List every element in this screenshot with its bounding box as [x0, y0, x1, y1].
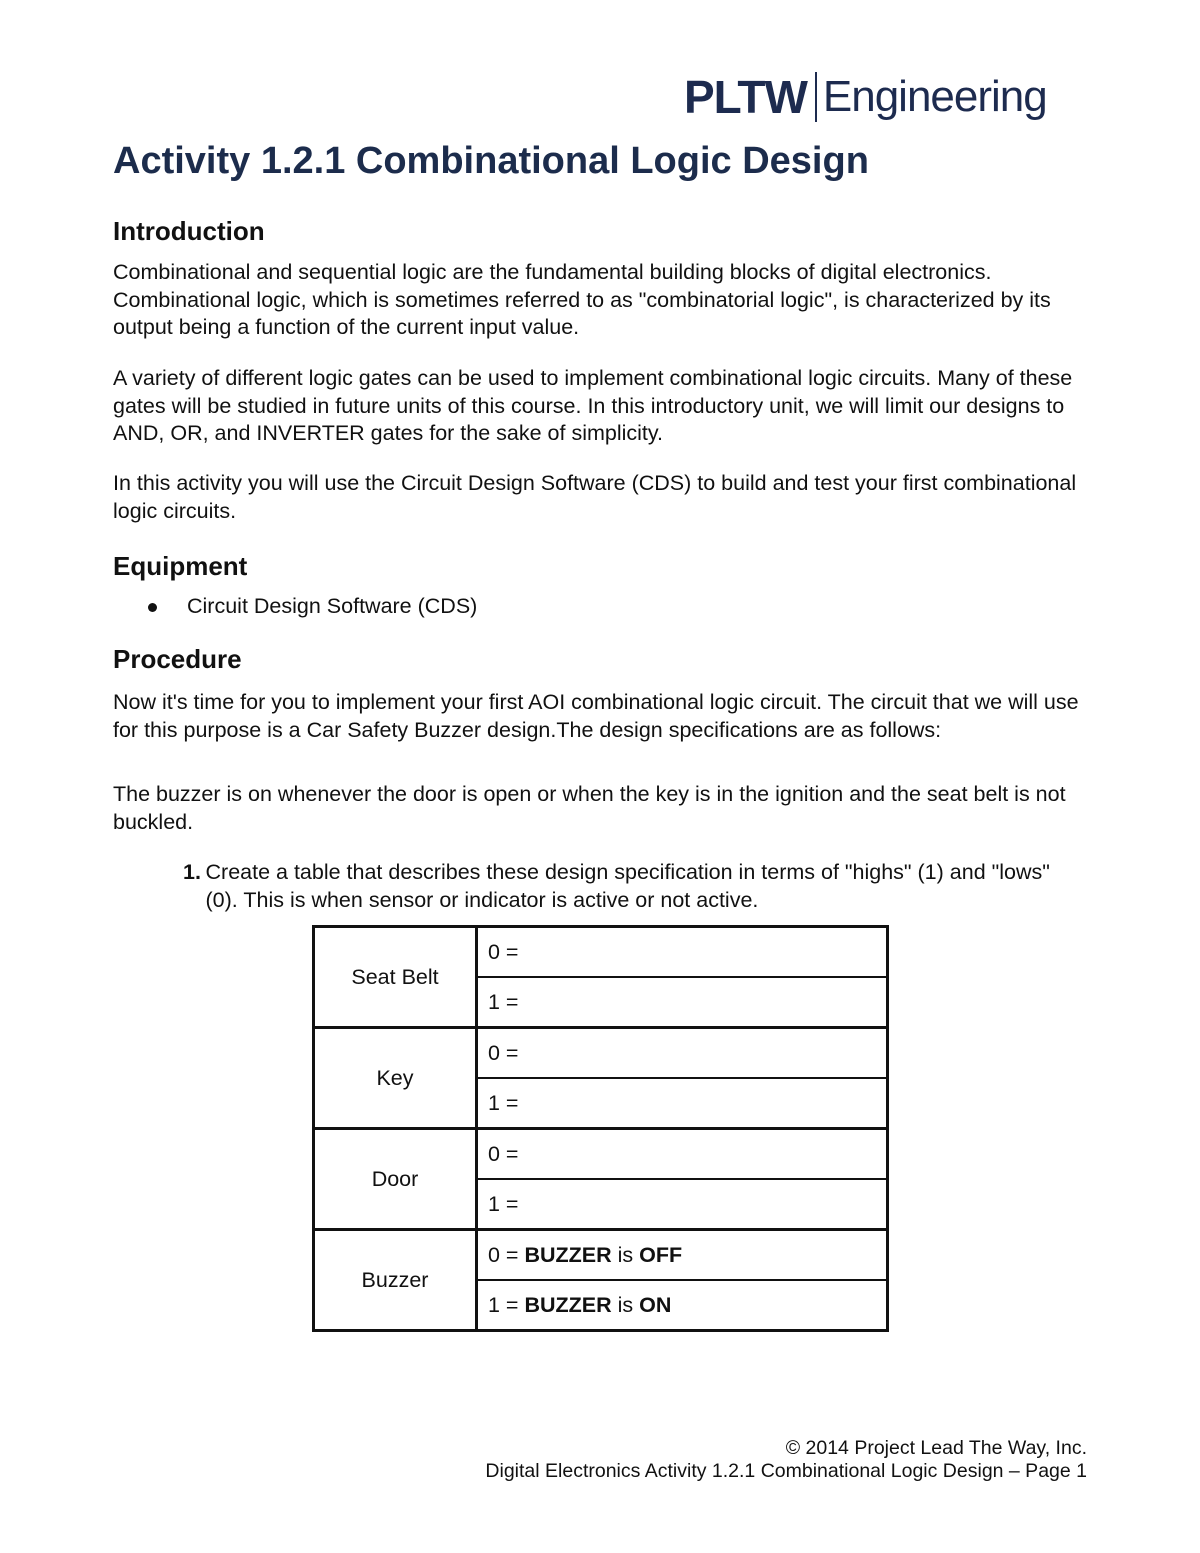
- key-zero-cell[interactable]: 0 =: [477, 1028, 888, 1079]
- page-title: Activity 1.2.1 Combinational Logic Design: [113, 140, 869, 182]
- cell-mid: is: [611, 1292, 640, 1317]
- design-spec-table: [312, 925, 889, 1332]
- step-number: 1.: [183, 860, 201, 884]
- bullet-icon: [148, 603, 157, 612]
- logo-division: Engineering: [822, 72, 1047, 121]
- logo-brand: PLTW: [684, 71, 807, 123]
- intro-paragraph-2: A variety of different logic gates can be used to implement combinational logic circuits. Many of these gates will be studied in future units of this course. In this introductory unit, we will limit our designs to AND, OR, and INVERTER gates for the sake of simplicity.: [113, 366, 1073, 445]
- key-one-cell[interactable]: 1 =: [477, 1078, 888, 1129]
- cell-bold: ON: [639, 1292, 672, 1317]
- table-row: [314, 1230, 888, 1281]
- logo-divider: [815, 72, 817, 122]
- footer-copyright: © 2014 Project Lead The Way, Inc.: [785, 1437, 1087, 1459]
- procedure-paragraph-2: The buzzer is on whenever the door is open or when the key is in the ignition and the seat belt is not buckled.: [113, 782, 1066, 834]
- introduction-heading: Introduction: [113, 216, 265, 246]
- cell-bold: BUZZER: [524, 1242, 612, 1267]
- seat-belt-zero-cell[interactable]: 0 =: [477, 927, 888, 978]
- procedure-heading: Procedure: [113, 644, 242, 674]
- table-row: [314, 1129, 888, 1180]
- seat-belt-one-cell[interactable]: 1 =: [477, 977, 888, 1028]
- cell-prefix: 1 =: [488, 1292, 525, 1317]
- step-text: Create a table that describes these design specification in terms of "highs" (1) and "lows" (0). This is when sensor or indicator is active or not active.: [205, 860, 1050, 912]
- intro-paragraph-3: In this activity you will use the Circuit Design Software (CDS) to build and test your first combinational logic circuits.: [113, 471, 1077, 523]
- cell-prefix: 0 =: [488, 1242, 525, 1267]
- cell-bold: BUZZER: [524, 1292, 612, 1317]
- row-label-key: Key: [314, 1028, 477, 1129]
- buzzer-zero-cell: [477, 1230, 888, 1281]
- table-row: [314, 1028, 888, 1079]
- equipment-item-text: Circuit Design Software (CDS): [187, 594, 478, 618]
- intro-paragraph-1: Combinational and sequential logic are the fundamental building blocks of digital electronics. Combinational logic, which is sometimes referred to as "combinatorial logic", is characterized by its output being a function of the current input value.: [113, 260, 1051, 339]
- row-label-buzzer: Buzzer: [314, 1230, 477, 1331]
- equipment-heading: Equipment: [113, 551, 248, 581]
- table-row: [314, 927, 888, 978]
- cell-bold: OFF: [639, 1242, 683, 1267]
- footer-page-line: Digital Electronics Activity 1.2.1 Combinational Logic Design – Page 1: [485, 1460, 1087, 1482]
- procedure-paragraph-1: Now it's time for you to implement your first AOI combinational logic circuit. The circuit that we will use for this purpose is a Car Safety Buzzer design.The design specifications are as follows:: [113, 690, 1079, 742]
- procedure-step-1: [183, 858, 1083, 914]
- pltw-engineering-logo: [684, 68, 1047, 126]
- equipment-list-item: [145, 594, 477, 619]
- row-label-seat-belt: Seat Belt: [314, 927, 477, 1028]
- door-zero-cell[interactable]: 0 =: [477, 1129, 888, 1180]
- buzzer-one-cell: [477, 1280, 888, 1331]
- row-label-door: Door: [314, 1129, 477, 1230]
- footer: [485, 1437, 1087, 1483]
- cell-mid: is: [611, 1242, 640, 1267]
- door-one-cell[interactable]: 1 =: [477, 1179, 888, 1230]
